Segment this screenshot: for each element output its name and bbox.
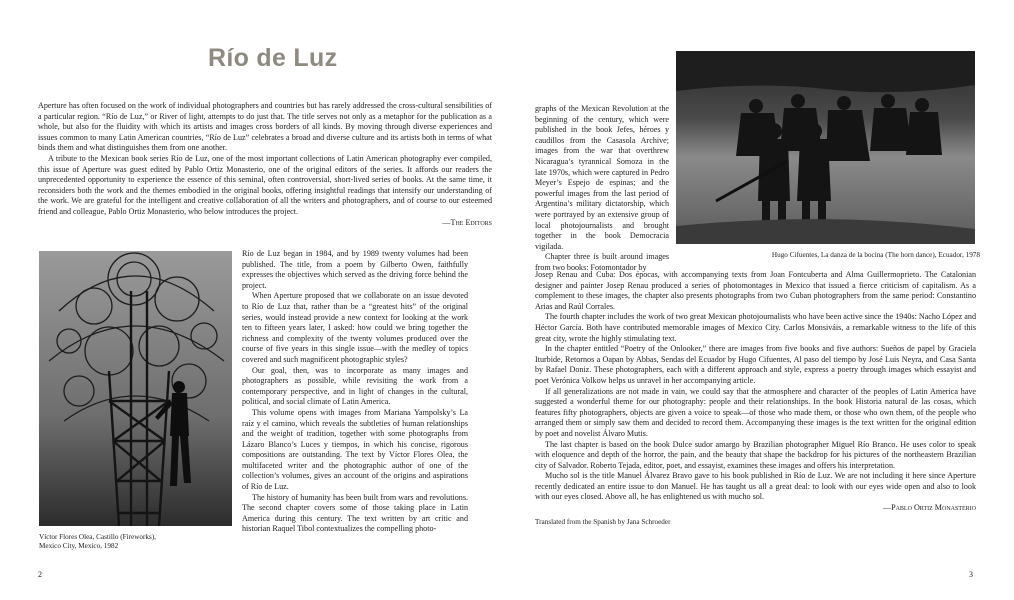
page-number-right: 3	[969, 570, 973, 579]
intro-note	[38, 101, 492, 228]
body-paragraph: In the chapter entitled “Poetry of the Onlooker,” there are images from five books and five authors: Sueños de papel by Graciela Iturbide, Retornos a Oapan by Abbas, Sendas del Ecuador by Hugo Cifuentes, Al paso del tiempo by José Luis Neyra, and Casa Santa by Rafael Doniz. These photographers, each with a different approach and style, express a poetry through images which essayist and poet Verónica Volkow helps us unravel in her accompanying article.	[535, 344, 976, 385]
body-paragraph: Río de Luz began in 1984, and by 1989 twenty volumes had been published. The title, from a poem by Gilberto Owen, faithfully expresses the objectives which served as the driving force behind the project.	[242, 249, 468, 290]
body-paragraph: Mucho sol is the title Manuel Álvarez Bravo gave to his book published in Río de Luz. We are not including it here since Aperture recently dedicated an entire issue to don Manuel. He has taught us all a great deal: to look with our eyes wide open and also to look with our eyes closed. Above all, he has enlightened us with mucho sol.	[535, 471, 976, 502]
body-column-left	[242, 249, 468, 535]
horn-dance-photo	[676, 51, 975, 244]
intro-paragraph: Aperture has often focused on the work of individual photographers and countries but has rarely addressed the cross-cultural sensibilities of a particular region. “Río de Luz,” or River of light, attempts to do just that. The title serves not only as a metaphor for the publication as a whole, but also for the fluidity with which its artists and images cross borders of all kinds. By moving through diverse experiences and issues common to many Latin American countries, “Río de Luz” celebrates a broad and diverse culture and its artists both in terms of what binds them and what distinguishes them from one another.	[38, 101, 492, 153]
intro-paragraph: A tribute to the Mexican book series Río de Luz, one of the most important collections of Latin American photography ever compiled, this issue of Aperture was guest edited by Pablo Ortiz Monasterio, one of the original editors of the series. It affords our readers the unprecedented opportunity to experience the essence of this seminal, often controversial, short-lived series of books. At the same time, it reconsiders both the work and the themes embodied in the original books, offering insightful readings that intensify our understanding of the work. We are grateful for the intelligent and creative collaboration of all the writers and photographers, and of course to our esteemed friend and colleague, Pablo Ortiz Monasterio, who below introduces the project.	[38, 153, 492, 216]
body-paragraph: When Aperture proposed that we collaborate on an issue devoted to Río de Luz that, rather than be a “greatest hits” of the original series, would instead provide a new context for looking at the work ten to fifteen years later, I asked: how could we bring together the richness and complexity of the twenty volumes produced over the course of five years in this single issue—with the medley of topics covered and such magnificent photographic styles?	[242, 291, 468, 364]
caption-line: Mexico City, Mexico, 1982	[39, 542, 119, 551]
body-paragraph: graphs of the Mexican Revolution at the beginning of the century, which were published in the book Jefes, héroes y caudillos from the Casasola Archive; images from the war that overthrew Nicaragua’s tyrannical Somoza in the late 1970s, which were captured in Pedro Meyer’s Espejo de espinas; and the powerful images from the last period of Argentina’s military dictatorship, which were portrayed by an extensive group of local photojournalists and brought together in the book Democracia vigilada.	[535, 104, 669, 251]
body-paragraph: If all generalizations are not made in vain, we could say that the atmosphere and character of the peoples of Latin America have suggested a wonderful theme for our photography: people and their relationships. In the book Historia natural de las cosas, which features fifty photographers, objects are given a voice to speak—of those who made them, or those who own them, of the people who arranged them or simply saw them and decided to record them. Accompanying these images is the text written for the original edition by poet and novelist Álvaro Mutis.	[535, 386, 976, 438]
caption-line: Víctor Flores Olea, Castillo (Fireworks),	[39, 533, 156, 541]
left-photo-caption	[39, 533, 239, 552]
body-paragraph: The last chapter is based on the book Dulce sudor amargo by Brazilian photographer Miguel Río Branco. He uses color to speak with eloquence and depth of the horror, the pain, and the beauty that shape the backdrop for his pictures of the northeastern Brazilian city of Salvador. Roberto Tejada, editor, poet, and essayist, examines these images and offers his interpretation.	[535, 439, 976, 470]
body-column-right-wide	[535, 270, 976, 514]
page-title: Río de Luz	[208, 44, 338, 72]
body-paragraph: Our goal, then, was to incorporate as many images and photographers as possible, while revisiting the work from a contemporary perspective, and in light of changes in the cultural, political, and social climate of Latin America.	[242, 365, 468, 407]
body-paragraph: This volume opens with images from Mariana Yampolsky’s La raíz y el camino, which reveals the subtleties of human relationships and the weight of tradition, together with some photographs from Lázaro Blanco’s Luces y tiempos, in which his concise, rigorous compositions are outstanding. The text by Víctor Flores Olea, the multifaceted writer and the photographic author of one of the collection’s volumes, gives an account of the origins and aspirations of Río de Luz.	[242, 407, 468, 492]
author-signature: —Pablo Ortiz Monasterio	[883, 503, 976, 513]
right-photo-caption: Hugo Cifuentes, La danza de la bocina (The horn dance), Ecuador, 1978	[771, 251, 980, 259]
body-paragraph: Josep Renau and Cuba: Dos épocas, with accompanying texts from Joan Fontcuberta and Alma Guillermoprieto. The Catalonian designer and painter Josep Renau produced a series of photomontages in Mexico that issued a fierce criticism of capitalism. As a complement to these images, the chapter also presents photographs from two Cuban photographers from the same period: Constantino Arias and Raúl Corrales.	[535, 270, 976, 311]
body-column-right-narrow	[535, 104, 669, 274]
body-paragraph: The history of humanity has been built from wars and revolutions. The second chapter covers some of those taking place in Latin America during this century. The text written by art critic and historian Raquel Tibol contextualizes the compelling photo-	[242, 492, 468, 534]
page-number-left: 2	[38, 570, 42, 579]
fireworks-photo	[39, 251, 232, 526]
body-paragraph: The fourth chapter includes the work of two great Mexican photojournalists who have been active since the 1940s: Nacho López and Héctor García. Both have contributed memorable images of Mexico City. Carlos Monsiváis, a remarkable witness to the life of this great city, wrote the highly stimulating text.	[535, 312, 976, 343]
translation-note: Translated from the Spanish by Jana Schroeder	[535, 518, 671, 526]
body-paragraph: Chapter three is built around images from two books: Fotomontador by	[535, 252, 669, 272]
editors-signature: —The Editors	[442, 217, 492, 227]
